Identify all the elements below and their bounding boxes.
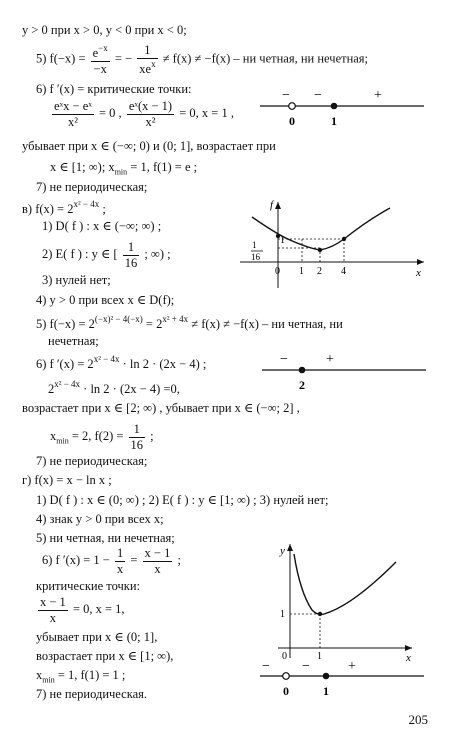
- formula-line: 5) $f(-x) = 2^{(-x)^2 - 4(-x)} = 2^{x^2 + 4x} \ne f(x) \ne -f(x)$ – ни четная, ни: [36, 314, 343, 331]
- fraction: $\frac{1}{x}$: [116, 546, 124, 576]
- text-line: критические точки:: [36, 579, 141, 593]
- curve: [252, 208, 390, 250]
- y-tick: 1: [280, 609, 285, 620]
- formula-line: eˣx − eˣ x² = 0 , $\frac{\text{eˣ(x − 1)}}{\text{x²}}$ = 0, x = 1 ,: [54, 99, 234, 129]
- plus-sign: +: [374, 88, 382, 103]
- page-number: 205: [408, 712, 428, 727]
- text-line: $x_{min} = 1$, f(1) = 1 ;: [36, 668, 126, 685]
- text-line: нечетная;: [48, 334, 99, 348]
- tick-label: 0: [283, 684, 289, 698]
- x-tick: 1: [299, 266, 304, 277]
- fraction: $\frac{\text{eˣ(x − 1)}}{\text{x²}}$: [128, 99, 173, 129]
- y-tick: 1: [280, 235, 285, 246]
- text-line: 4) y > 0 при всех x ∈ D(f);: [36, 293, 175, 307]
- text-line: y > 0 при x > 0, y < 0 при x < 0;: [22, 23, 187, 37]
- tick-label: 2: [299, 378, 305, 392]
- y-tick-frac-d: 16: [251, 252, 260, 262]
- text-line: возрастает при x ∈ [1; ∞),: [36, 649, 174, 663]
- text-line: 1) D( f ) : x ∈ (0; ∞) ; 2) E( f ) : y ∈ [1; ∞) ; 3) нулей нет;: [36, 493, 329, 507]
- fraction: eˣx − eˣ x²: [54, 99, 92, 129]
- text-line: 1) D( f ) : x ∈ (−∞; ∞) ;: [42, 219, 162, 233]
- formula-line: $x_{min} = 2$, f(2) = $\frac{1}{16}$ ;: [50, 422, 154, 452]
- axis-label: y: [280, 545, 285, 557]
- fraction: $\frac{e^{-x}}{-x}$: [92, 43, 108, 76]
- plus-sign: +: [348, 660, 356, 674]
- minus-sign: −: [314, 88, 322, 103]
- x-tick: 4: [341, 266, 346, 277]
- fraction: $\frac{x - 1}{x}$: [144, 546, 171, 576]
- graph-2-power: [232, 196, 432, 292]
- closed-point: [323, 673, 330, 680]
- curve: [294, 554, 396, 615]
- sign-chart-2: [254, 352, 434, 394]
- text-line: убывает при x ∈ (0; 1],: [36, 630, 158, 644]
- x-tick: 2: [317, 266, 322, 277]
- axis-label: x: [406, 652, 411, 662]
- text-line: 7) не периодическая;: [36, 454, 148, 468]
- minus-sign: −: [262, 660, 270, 674]
- axis-label: x: [416, 267, 421, 279]
- text-line: 5) ни четная, ни нечетная;: [36, 531, 175, 545]
- tick-label: 0: [289, 114, 295, 128]
- formula-line: $\frac{x - 1}{x}$ = 0, x = 1,: [40, 595, 125, 625]
- text-line: убывает при x ∈ (−∞; 0) и (0; 1], возрастает при: [22, 139, 276, 153]
- y-tick-frac-n: 1: [252, 240, 257, 250]
- x-tick: 0: [282, 651, 287, 662]
- formula-line: 5) f(−x) = $\frac{e^{-x}}{-x}$ = − 1 $xe^x$ ≠ f(x) ≠ −f(x) – ни четная, ни нечетная;: [36, 43, 369, 76]
- text-line: x ∈ [1; ∞); $x_{min} = 1$, f(1) = e ;: [50, 160, 198, 177]
- closed-point: [331, 103, 338, 110]
- axis-label: f: [270, 199, 274, 211]
- formula-line: $2^{x^2 - 4x} \cdot \ln 2 \cdot (2x - 4) =0$,: [48, 379, 180, 396]
- x-tick: 0: [275, 266, 280, 277]
- x-tick: 1: [317, 651, 322, 662]
- graph-3-x-minus-ln: [272, 540, 422, 662]
- formula-line: 6) f $'(x) = 2^{x^2 - 4x} \cdot \ln 2 \cdot (2x - 4)$ ;: [36, 354, 207, 371]
- open-point: [289, 103, 296, 110]
- text-line: в) $f(x) = 2^{x^2 - 4x}$ ;: [22, 199, 106, 216]
- fraction: $\frac{1}{16}$: [124, 240, 138, 270]
- open-point: [283, 673, 290, 680]
- tick-label: 1: [331, 114, 337, 128]
- text-line: 6) f ′(x) = критические точки:: [36, 82, 192, 96]
- closed-point: [299, 367, 306, 374]
- text-line: 7) не периодическая.: [36, 687, 148, 701]
- formula-line: 6) f ′(x) = 1 − $\frac{1}{x}$ = $\frac{x - 1}{x}$ ;: [42, 546, 181, 576]
- plus-sign: +: [326, 352, 334, 367]
- text-line: г) f(x) = x − ln x ;: [22, 473, 112, 487]
- formula-line: 2) E( f ) : y ∈ [ $\frac{1}{16}$ ; ∞) ;: [42, 240, 171, 270]
- text-line: 3) нулей нет;: [42, 273, 111, 287]
- minus-sign: −: [280, 352, 288, 367]
- text-line: 4) знак y > 0 при всех x;: [36, 512, 164, 526]
- sign-chart-1: [252, 88, 432, 130]
- fraction: $\frac{x - 1}{x}$: [40, 595, 66, 625]
- fraction: 1 $xe^x$: [139, 43, 156, 76]
- text-line: возрастает при x ∈ [2; ∞) , убывает при x ∈ (−∞; 2] ,: [22, 401, 300, 415]
- tick-label: 1: [323, 684, 329, 698]
- minus-sign: −: [302, 660, 310, 674]
- fraction: $\frac{1}{16}$: [130, 422, 144, 452]
- minus-sign: −: [282, 88, 290, 103]
- text-line: 7) не периодическая;: [36, 180, 148, 194]
- sign-chart-3: [252, 660, 432, 702]
